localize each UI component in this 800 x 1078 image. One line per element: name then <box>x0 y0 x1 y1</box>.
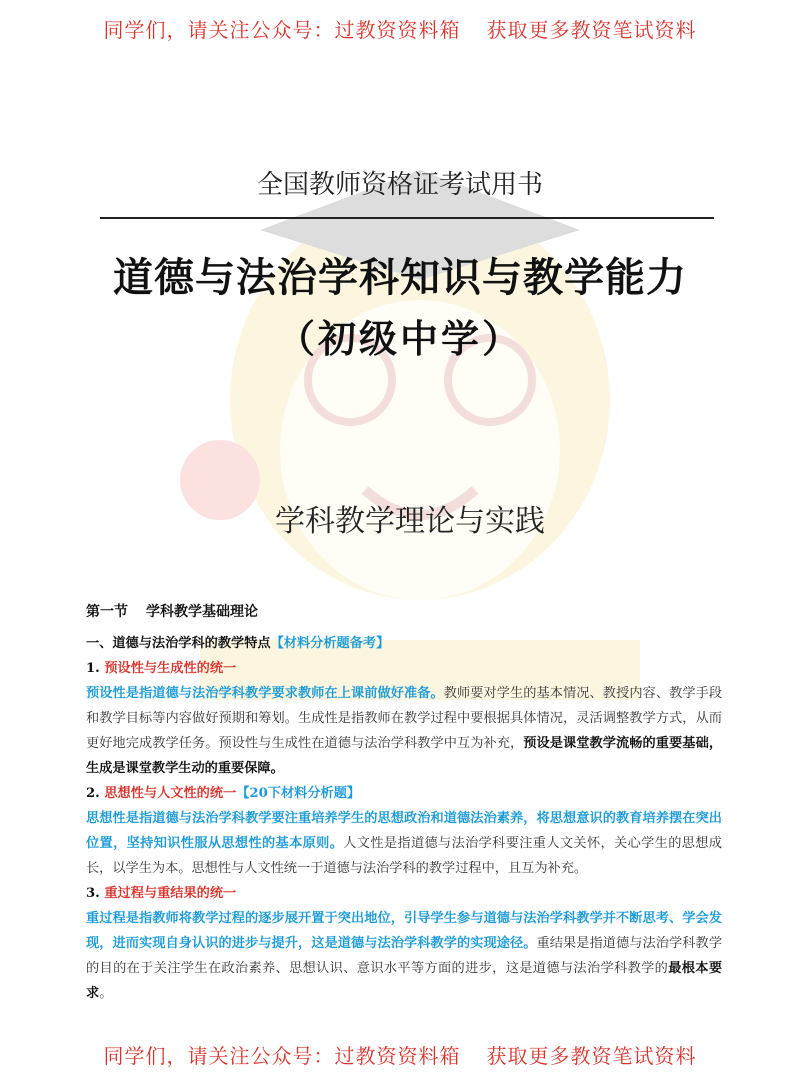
section-heading: 第一节 学科教学基础理论 <box>86 604 258 620</box>
item-paragraph-3: 重过程是指教师将教学过程的逐步展开置于突出地位，引导学生参与道德与法治学科教学并不断思考、学会发现，进而实现自身认识的进步与提升，这是道德与法治学科教学的实现途径。重结果是指道德与法治学科教学的目的在于关注学生在政治素养、思想认识、意识水平等方面的进步，这是道德与法治学科教学的最根本要求。 <box>86 911 723 1001</box>
book-title: 道德与法治学科知识与教学能力 <box>113 255 687 301</box>
title-divider <box>100 217 714 219</box>
banner-text-right: 获取更多教资笔试资料 <box>486 18 697 42</box>
book-series: 全国教师资格证考试用书 <box>256 170 543 200</box>
item-heading-1: 1. 预设性与生成性的统一 <box>86 661 237 676</box>
promo-banner-bottom <box>0 1040 800 1069</box>
item-paragraph-2: 思想性是指道德与法治学科教学要注重培养学生的思想政治和道德法治素养，将思想意识的教育培养摆在突出位置，坚持知识性服从思想性的基本原则。人文性是指道德与法治学科要注重人文关怀，关心学生的思想成长，以学生为本。思想性与人文性统一于道德与法治学科的教学过程中，且互为补充。 <box>86 811 722 876</box>
banner-text-right: 获取更多教资笔试资料 <box>486 1044 697 1068</box>
part-title: 学科教学理论与实践 <box>275 504 545 539</box>
promo-banner-top <box>0 14 800 43</box>
book-subtitle: （初级中学） <box>276 317 523 361</box>
content-body <box>86 600 722 1006</box>
point-heading: 一、道德与法治学科的教学特点【材料分析题备考】 <box>86 636 390 651</box>
banner-text-left: 同学们，请关注公众号：过教资资料箱 <box>103 1044 461 1068</box>
item-heading-3: 3. 重过程与重结果的统一 <box>86 886 237 901</box>
item-paragraph-1: 预设性是指道德与法治学科教学要求教师在上课前做好准备。教师要对学生的基本情况、教授内容、教学手段和教学目标等内容做好预期和筹划。生成性是指教师在教学过程中要根据具体情况，灵活调整教学方式，从而更好地完成教学任务。预设性与生成性在道德与法治学科教学中互为补充，预设是课堂教学流畅的重要基础，生成是课堂教学生动的重要保障。 <box>86 686 723 776</box>
item-heading-2: 2. 思想性与人文性的统一【20下材料分析题】 <box>86 786 361 801</box>
banner-text-left: 同学们，请关注公众号：过教资资料箱 <box>103 18 461 42</box>
